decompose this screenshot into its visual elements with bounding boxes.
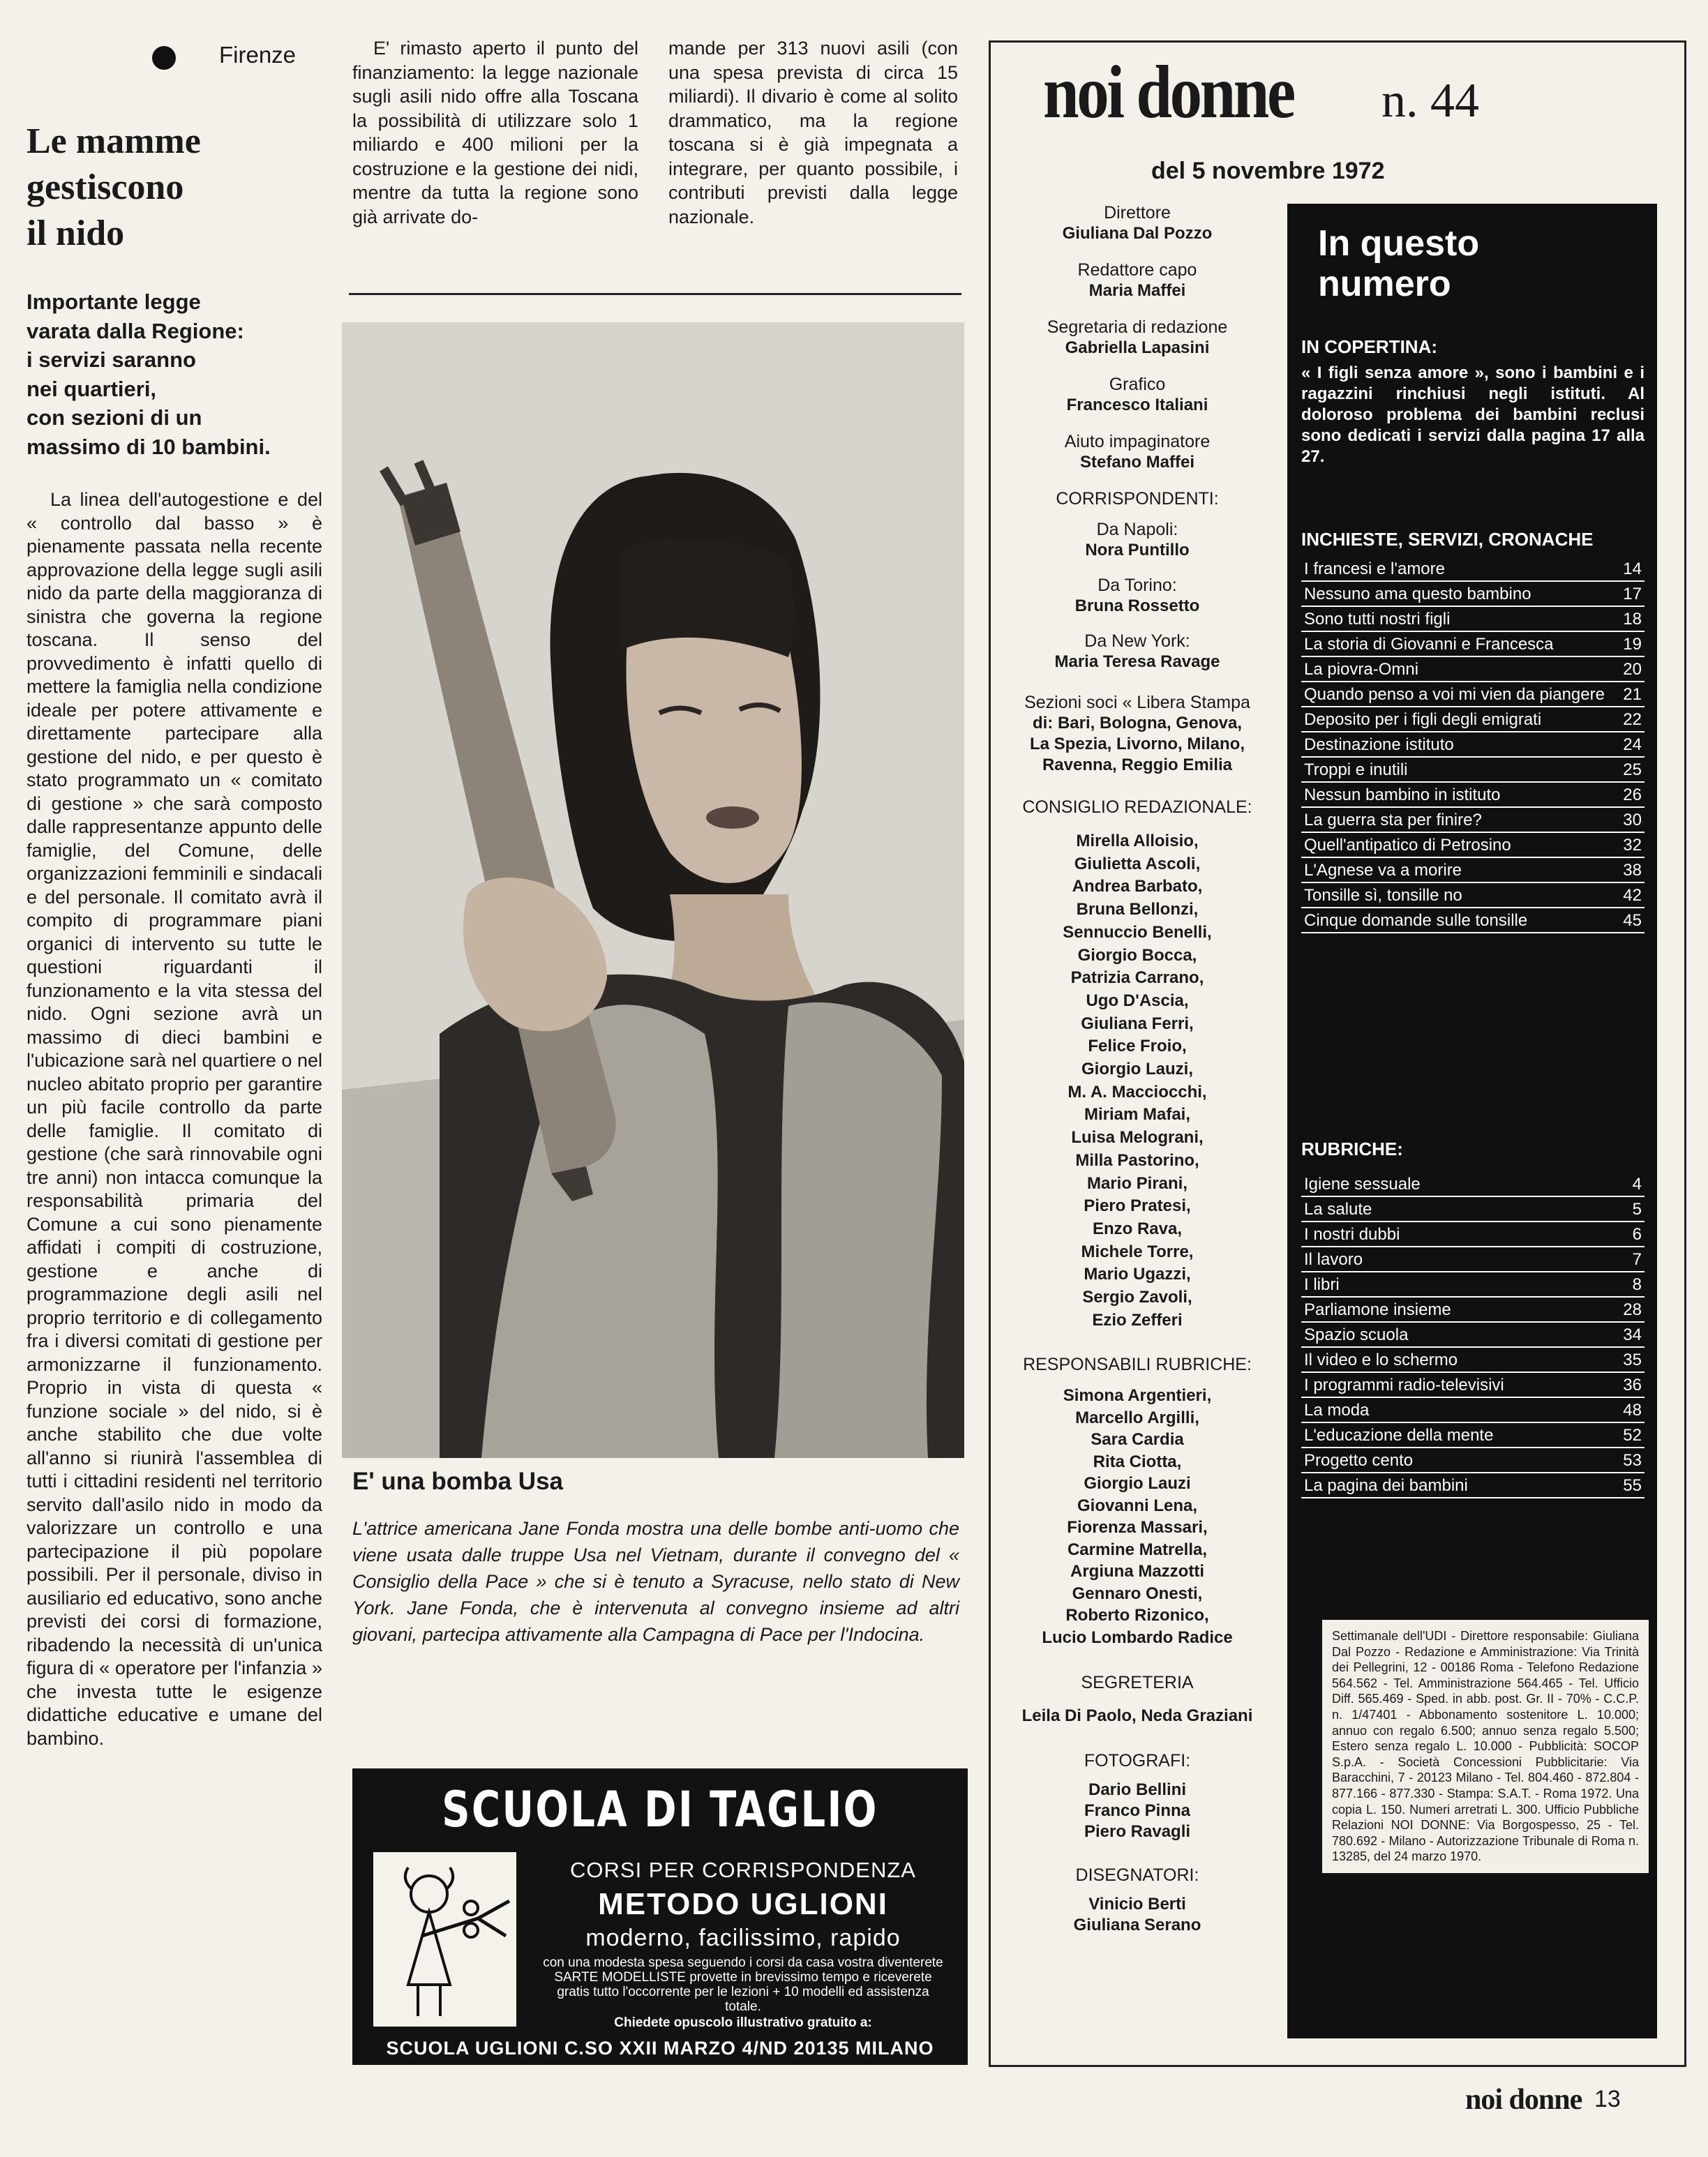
fotografi-heading: FOTOGRAFI: bbox=[1084, 1751, 1191, 1771]
toc-entry[interactable]: La guerra sta per finire? 30 bbox=[1301, 808, 1645, 833]
corrispondente: Da Napoli: Nora Puntillo bbox=[1085, 520, 1190, 559]
consiglio-list: Mirella Alloisio, Giulietta Ascoli, Andrea Barbato, Bruna Bellonzi, Sennuccio Benelli, Giorgio Bocca, Patrizia Carrano, Ugo D'Ascia, Giuliana Ferri, Felice Froio, Giorgio Lauzi, M. A. Macciocchi, Miriam Mafai, Luisa Melograni, Milla Pastorino, Mario Pirani, Piero Pratesi, Enzo Rava, Michele Torre, Mario Ugazzi, Sergio Zavoli, Ezio Zefferi bbox=[1063, 832, 1212, 1330]
toc-entry[interactable]: La salute 5 bbox=[1301, 1197, 1645, 1222]
responsabili-list: Simona Argentieri, Marcello Argilli, Sara Cardia Rita Ciotta, Giorgio Lauzi Giovanni Lena, Fiorenza Massari, Carmine Matrella, Argiuna Mazzotti Gennaro Onesti, Roberto Rizonico, Lucio Lombardo Radice bbox=[1042, 1386, 1233, 1647]
corrispondenti-heading: CORRISPONDENTI: bbox=[1056, 489, 1219, 509]
segreteria-heading: SEGRETERIA bbox=[1081, 1673, 1194, 1693]
toc-entry[interactable]: La storia di Giovanni e Francesca 19 bbox=[1301, 632, 1645, 657]
divider bbox=[349, 293, 961, 295]
toc-entry[interactable]: I libri 8 bbox=[1301, 1272, 1645, 1298]
subhead-line: i servizi saranno bbox=[27, 347, 196, 372]
corrispondente: Da New York: Maria Teresa Ravage bbox=[1054, 631, 1220, 671]
subhead-line: nei quartieri, bbox=[27, 376, 157, 401]
toc-entry[interactable]: Tonsille sì, tonsille no 42 bbox=[1301, 883, 1645, 908]
segreteria-names: Leila Di Paolo, Neda Graziani bbox=[1021, 1706, 1253, 1726]
toc-entry[interactable]: Spazio scuola 34 bbox=[1301, 1323, 1645, 1348]
staff-redattore: Redattore capo Maria Maffei bbox=[1077, 260, 1197, 300]
footer-brand: noi donne bbox=[1465, 2084, 1582, 2116]
toc-title: In questo numero bbox=[1318, 223, 1480, 304]
headline-line: gestiscono bbox=[27, 167, 184, 207]
toc-entry[interactable]: Igiene sessuale 4 bbox=[1301, 1172, 1645, 1197]
toc-box bbox=[1287, 204, 1657, 2038]
corrispondente: Da Torino: Bruna Rossetto bbox=[1074, 576, 1200, 615]
toc-entry[interactable]: Destinazione istituto 24 bbox=[1301, 732, 1645, 758]
masthead-issue: n. 44 bbox=[1381, 74, 1479, 128]
page-number: 13 bbox=[1594, 2086, 1621, 2112]
colophon bbox=[1322, 1620, 1649, 1873]
toc-copertina bbox=[1301, 336, 1645, 467]
staff-direttore: Direttore Giuliana Dal Pozzo bbox=[1062, 203, 1213, 243]
toc-entry[interactable]: Parliamone insieme 28 bbox=[1301, 1298, 1645, 1323]
toc-rubriche-heading: RUBRICHE: bbox=[1301, 1138, 1403, 1159]
subhead-line: massimo di 10 bambini. bbox=[27, 434, 271, 459]
staff-grafico: Grafico Francesco Italiani bbox=[1066, 375, 1208, 414]
ad-illustration bbox=[373, 1852, 516, 2027]
article-column-1: La linea dell'autogestione e del « controllo dal basso » è pienamente passata nella recente approvazione della legge sugli asili nido da parte della maggioranza di sinistra che governa la regione toscana. Il senso del provvedimento è infatti quello di mettere la famiglia nella condizione ideale per potere attivamente e direttamente partecipare alla gestione del nido, e per questo è stato programmato un « comitato di gestione » che sarà composto dalle rappresentanze appunto delle famiglie, del Comune, delle organizzazioni femminili e sindacali e del personale. Il comitato avrà il compito di programmare piani organici di intervento su tutte le questioni riguardanti il funzionamento e la vita stessa del nido. Ogni sezione avrà un massimo di dieci bambini e l'ubicazione sarà nel quartiere o nel nucleo abitato proprio per garantire un più facile controllo da parte delle famiglie. Il comitato di gestione (che sarà rinnovabile ogni tre anni) non intacca comunque la responsabilità primaria del Comune a cui sono pienamente affidati i compiti di costruzione, gestione e anche di programmazione degli asili nel proprio territorio e di collegamento fra i diversi comitati di gestione per armonizzarne il funzionamento. Proprio in vista di questa « funzione sociale » del nido, si è anche stabilito che due volte all'anno si riunirà l'assemblea di tutti i cittadini residenti nel territorio servito dall'asilo nido in modo da valorizzare un controllo e una partecipazione il più popolare possibili. Per il personale, diviso in ausiliario ed educativo, sono anche previsti dei corsi di formazione, ribadendo la necessità di un'unica figura di « operatore per l'infanzia » che investa tutte le esigenze didattiche educative e umane del bambino. bbox=[27, 489, 322, 1749]
toc-inchieste bbox=[1301, 529, 1645, 933]
fotografi-list: Dario Bellini Franco Pinna Piero Ravagli bbox=[1084, 1780, 1191, 1842]
photo-caption: L'attrice americana Jane Fonda mostra una delle bombe anti-uomo che viene usata dalle truppe Usa nel Vietnam, durante il convegno del « Consiglio della Pace » che si è tenuto a Syracuse, nello stato di New York. Jane Fonda, che è intervenuta al convegno insieme ad altri giovani, partecipa attivamente alla Campagna di Pace per l'Indocina. bbox=[352, 1518, 959, 1645]
location-label: Firenze bbox=[219, 42, 297, 68]
photo-jane-fonda bbox=[342, 322, 964, 1458]
headline-line: il nido bbox=[27, 213, 125, 253]
toc-entry[interactable]: Nessun bambino in istituto 26 bbox=[1301, 783, 1645, 808]
toc-entry[interactable]: Il video e lo schermo 35 bbox=[1301, 1348, 1645, 1373]
masthead-title: noi donne bbox=[1043, 51, 1294, 134]
toc-entry[interactable]: Cinque domande sulle tonsille 45 bbox=[1301, 908, 1645, 933]
toc-copertina-heading: IN COPERTINA: bbox=[1301, 336, 1437, 357]
toc-entry[interactable]: I nostri dubbi 6 bbox=[1301, 1222, 1645, 1247]
toc-rubriche bbox=[1301, 1138, 1645, 1498]
subhead-line: varata dalla Regione: bbox=[27, 318, 244, 343]
photo-illustration bbox=[342, 322, 964, 1458]
staff-column bbox=[1001, 202, 1273, 1936]
toc-entry[interactable]: Il lavoro 7 bbox=[1301, 1247, 1645, 1272]
ad-scuola-di-taglio bbox=[352, 1768, 968, 2065]
subhead-line: Importante legge bbox=[27, 290, 201, 314]
disegnatori-list: Vinicio Berti Giuliana Serano bbox=[1073, 1895, 1201, 1935]
toc-entry[interactable]: Nessuno ama questo bambino 17 bbox=[1301, 582, 1645, 607]
ad-line-2: METODO UGLIONI bbox=[598, 1887, 888, 1921]
staff-segretaria: Segretaria di redazione Gabriella Lapasini bbox=[1047, 317, 1228, 357]
toc-entry[interactable]: I francesi e l'amore 14 bbox=[1301, 557, 1645, 582]
toc-entry[interactable]: Sono tutti nostri figli 18 bbox=[1301, 607, 1645, 632]
toc-entry[interactable]: Progetto cento 53 bbox=[1301, 1448, 1645, 1473]
toc-inchieste-heading: INCHIESTE, SERVIZI, CRONACHE bbox=[1301, 529, 1594, 550]
toc-entry[interactable]: Quando penso a voi mi vien da piangere 21 bbox=[1301, 682, 1645, 707]
colophon-text: Settimanale dell'UDI - Direttore responsabile: Giuliana Dal Pozzo - Redazione e Amministrazione: Via Trinità dei Pellegrini, 12 - 00186 Roma - Telefono Redazione 564.562 - Tel. Amministrazione 564.465 - Tel. Ufficio Diff. 565.469 - Sped. in abb. post. Gr. II - 70% - C.C.P. n. 1/47401 - Abbonamento sostenitore L. 10.000; annuo con regalo 6.500; annuo senza regalo 5.500; Estero senza regalo L. 10.000 - Pubblicità: SOCOP S.p.A. - Società Concessioni Pubblicitarie: Via Baracchini, 7 - 20123 Milano - Tel. 804.460 - 872.804 - 877.166 - 877.330 - Stampa: S.A.T. - Roma 1972. Una copia L. 150. Numeri arretrati L. 300. Ufficio Pubbliche Relazioni NOI DONNE: Via Borgospesso, 25 - Tel. 780.692 - Milano - Autorizzazione Tribunale di Roma n. 13285, del 24 marzo 1970. bbox=[1332, 1629, 1639, 1864]
headline bbox=[27, 119, 320, 257]
toc-entry[interactable]: L'Agnese va a morire 38 bbox=[1301, 858, 1645, 883]
ad-footer: SCUOLA UGLIONI C.SO XXII MARZO 4/ND 20135 MILANO bbox=[386, 2038, 934, 2059]
subhead-line: con sezioni di un bbox=[27, 405, 202, 430]
toc-entry[interactable]: Troppi e inutili 25 bbox=[1301, 758, 1645, 783]
subhead bbox=[27, 287, 327, 461]
headline-line: Le mamme bbox=[27, 121, 201, 161]
ad-body: con una modesta spesa seguendo i corsi da casa vostra diventerete SARTE MODELLISTE provette in brevissimo tempo e riceverete gratis tutto l'occorrente per le lezioni + 10 modelli ed assistenza totale. bbox=[543, 1955, 943, 2014]
ad-line-1: CORSI PER CORRISPONDENZA bbox=[570, 1858, 916, 1882]
toc-entry[interactable]: La moda 48 bbox=[1301, 1398, 1645, 1423]
article-column-2: E' rimasto aperto il punto del finanziamento: la legge nazionale sugli asili nido offre alla Toscana la possibilità di utilizzare solo 1 miliardo e 400 milioni per la costruzione e la gestione dei nidi, mentre da tutta la regione sono già arrivate do- bbox=[352, 38, 638, 227]
article-column-3: mande per 313 nuovi asili (con una spesa prevista di circa 15 miliardi). Il divario è come al solito drammatico, ma la regione toscana si è già impegnata a integrare, per quanto possibile, i contributi previsti dalla legge nazionale. bbox=[668, 38, 958, 227]
toc-entry[interactable]: Quell'antipatico di Petrosino 32 bbox=[1301, 833, 1645, 858]
toc-entry[interactable]: La pagina dei bambini 55 bbox=[1301, 1473, 1645, 1498]
toc-entry[interactable]: Deposito per i figli degli emigrati 22 bbox=[1301, 707, 1645, 732]
masthead-date: del 5 novembre 1972 bbox=[1151, 158, 1385, 184]
toc-entry[interactable]: L'educazione della mente 52 bbox=[1301, 1423, 1645, 1448]
disegnatori-heading: DISEGNATORI: bbox=[1075, 1865, 1199, 1886]
photo-caption-title: E' una bomba Usa bbox=[352, 1468, 563, 1495]
sezioni-soci: Sezioni soci « Libera Stampa di: Bari, Bologna, Genova, La Spezia, Livorno, Milano, Ravenna, Reggio Emilia bbox=[1024, 693, 1250, 774]
ad-title: SCUOLA DI TAGLIO bbox=[442, 1781, 878, 1838]
toc-copertina-text: « I figli senza amore », sono i bambini e i ragazzini rinchiusi negli istituti. Al doloroso problema dei bambini reclusi sono dedicati i servizi dalla pagina 17 alla 27. bbox=[1301, 363, 1645, 466]
toc-entry[interactable]: La piovra-Omni 20 bbox=[1301, 657, 1645, 682]
responsabili-heading: RESPONSABILI RUBRICHE: bbox=[1023, 1355, 1252, 1375]
staff-aiuto: Aiuto impaginatore Stefano Maffei bbox=[1064, 432, 1211, 472]
ad-body-2: Chiedete opuscolo illustrativo gratuito a: bbox=[614, 2015, 872, 2030]
bullet-icon bbox=[152, 46, 176, 70]
toc-entry[interactable]: I programmi radio-televisivi 36 bbox=[1301, 1373, 1645, 1398]
ad-line-3: moderno, facilissimo, rapido bbox=[585, 1925, 901, 1951]
consiglio-heading: CONSIGLIO REDAZIONALE: bbox=[1022, 797, 1252, 817]
girl-scissors-icon bbox=[373, 1852, 516, 2027]
